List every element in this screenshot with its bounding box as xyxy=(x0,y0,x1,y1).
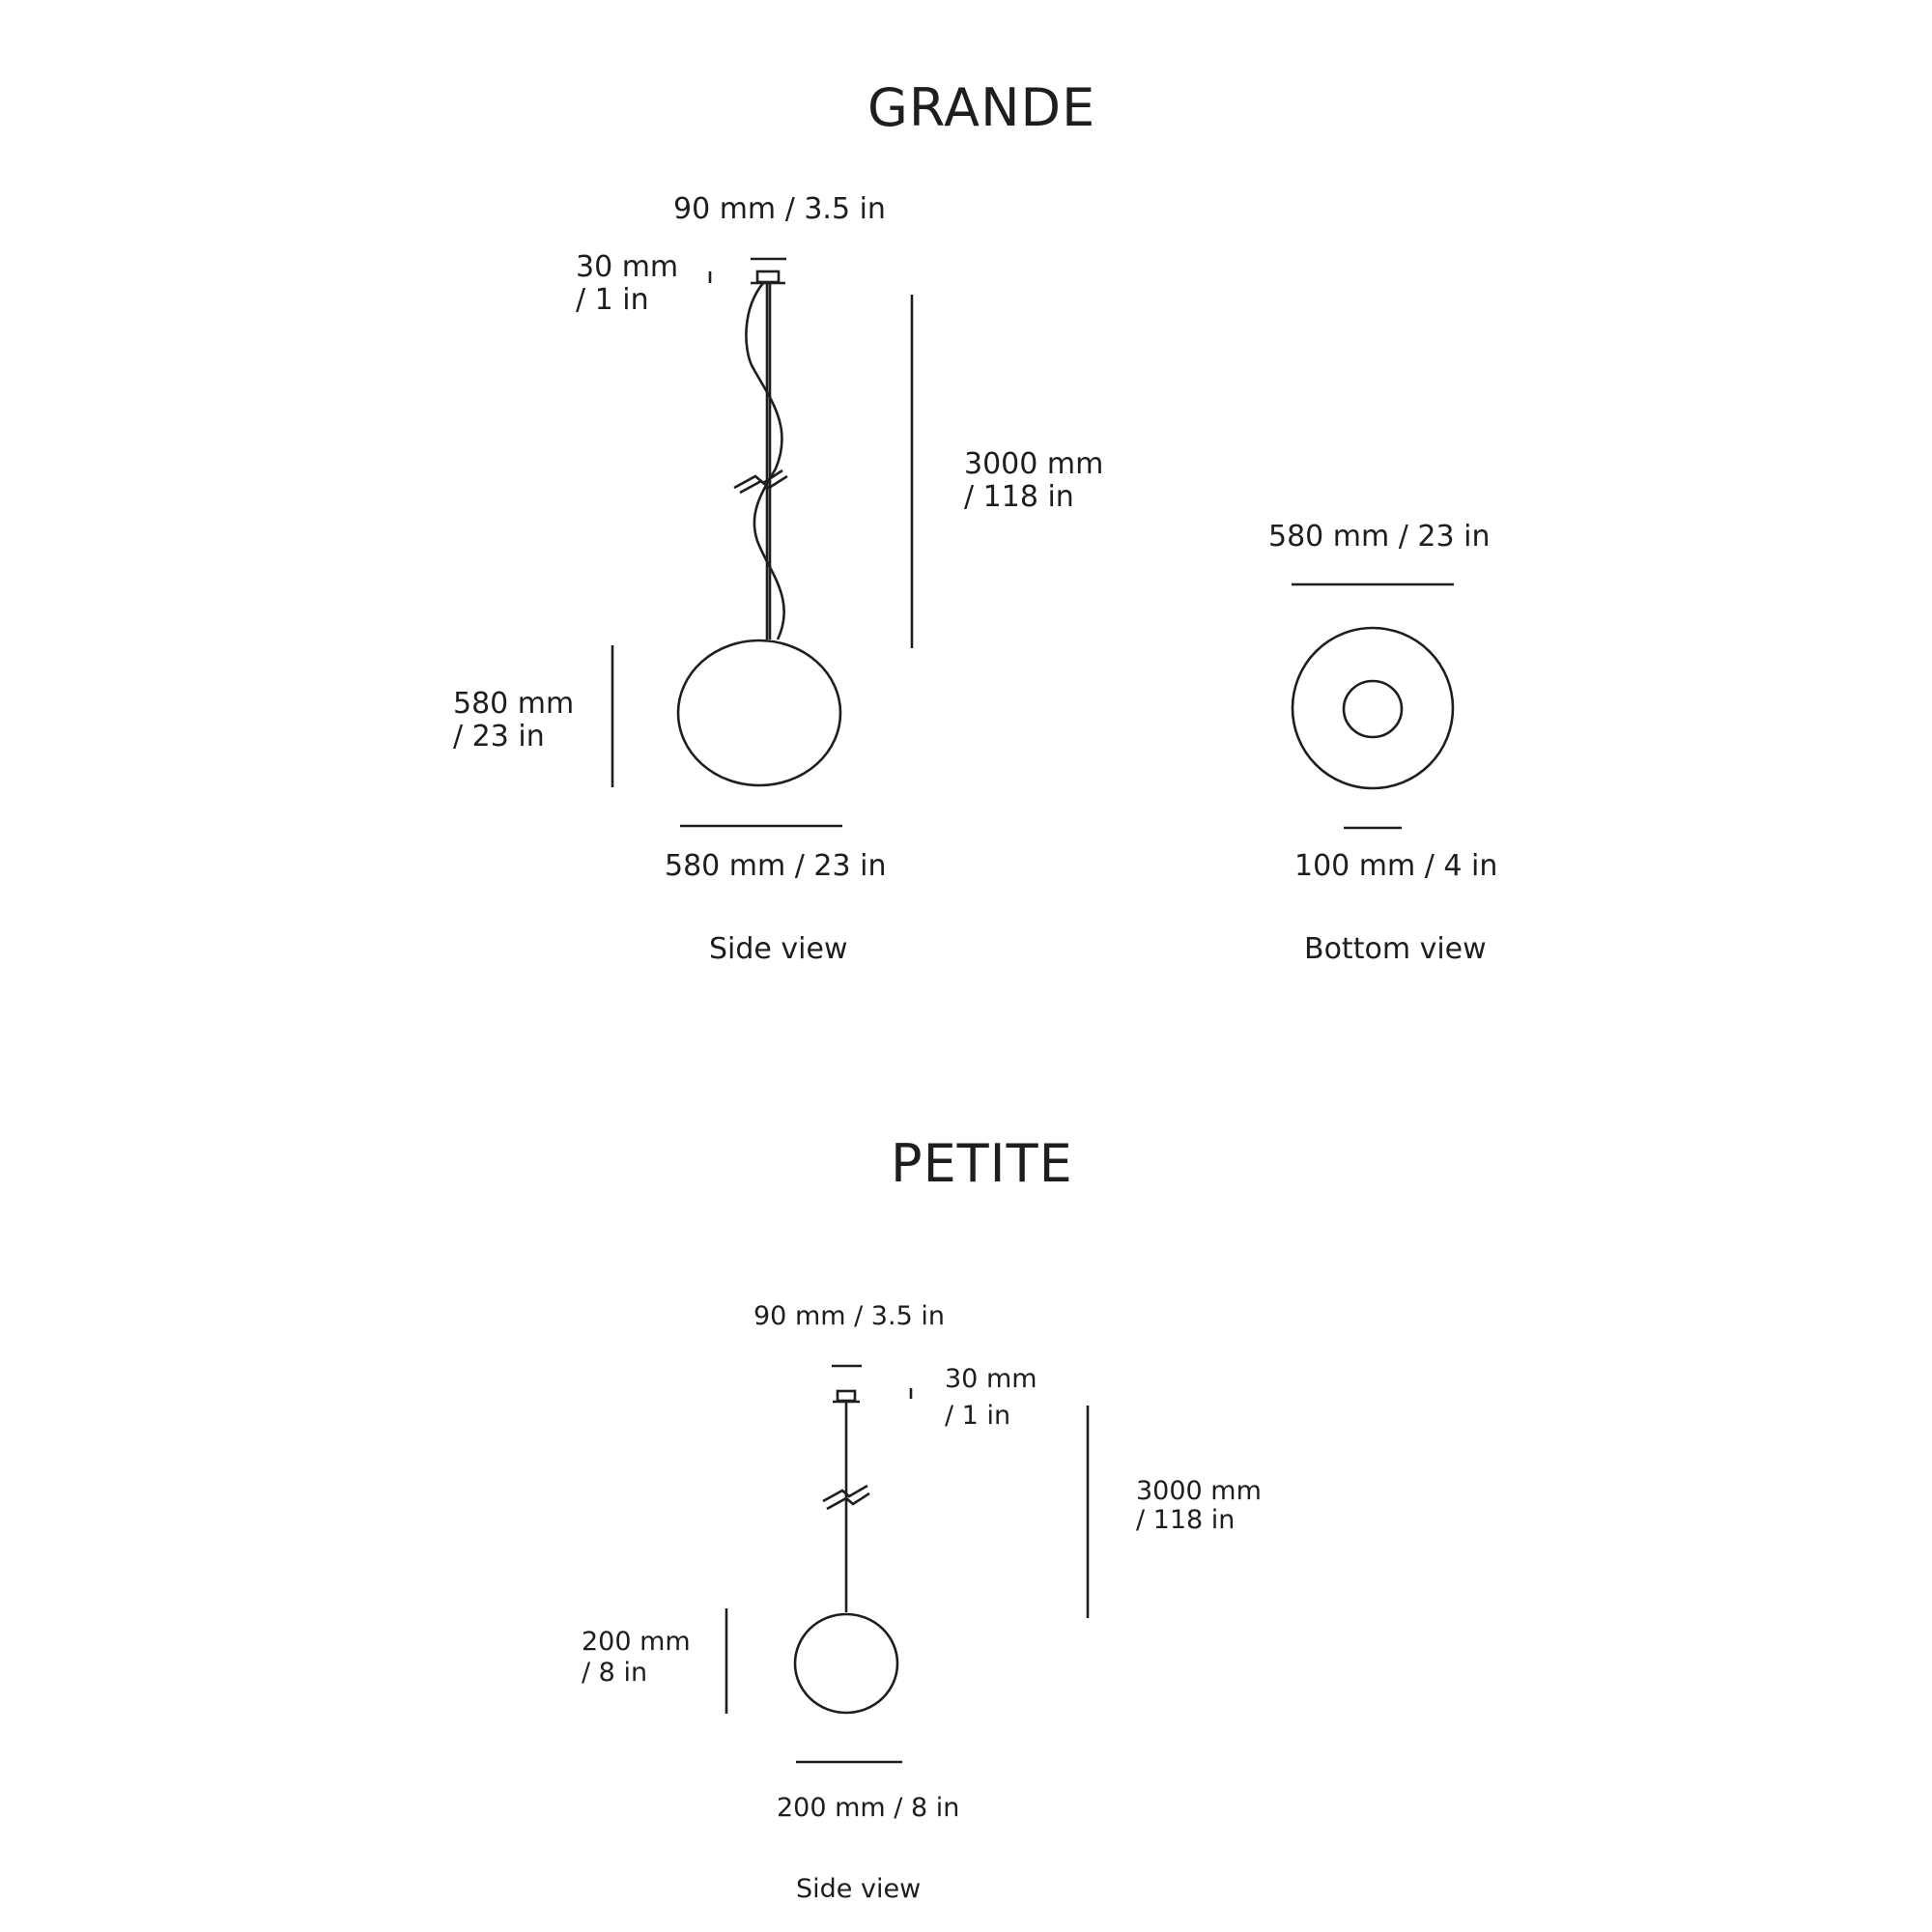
petite-cable-length-label-line2: / 118 in xyxy=(1136,1505,1236,1535)
petite-side-view-drawing xyxy=(726,1366,1088,1762)
petite-title: PETITE xyxy=(891,1133,1073,1194)
grande-bottom-opening-label: 100 mm / 4 in xyxy=(1294,849,1498,883)
petite-canopy xyxy=(838,1391,855,1401)
petite-globe xyxy=(795,1614,897,1713)
grande-cable-length-label-line2: / 118 in xyxy=(964,480,1074,514)
grande-globe-width-label: 580 mm / 23 in xyxy=(665,849,887,883)
grande-break-mark xyxy=(734,470,787,493)
grande-title: GRANDE xyxy=(867,77,1096,138)
grande-bottom-view-caption: Bottom view xyxy=(1304,932,1487,966)
petite-globe-height-label-line1: 200 mm xyxy=(582,1627,691,1657)
petite-globe-height-label-line2: / 8 in xyxy=(582,1658,648,1688)
grande-canopy-height-label-line1: 30 mm xyxy=(576,250,679,284)
petite-canopy-height-label-line1: 30 mm xyxy=(945,1364,1037,1394)
grande-bottom-opening xyxy=(1344,681,1402,737)
grande-side-view-drawing xyxy=(612,259,912,826)
grande-bottom-width-label: 580 mm / 23 in xyxy=(1268,520,1491,554)
grande-cable xyxy=(746,283,783,639)
grande-bottom-globe xyxy=(1293,628,1453,788)
grande-canopy-width-label: 90 mm / 3.5 in xyxy=(673,192,886,226)
grande-globe-height-label-line1: 580 mm xyxy=(453,687,575,721)
grande-side-view-caption: Side view xyxy=(709,932,848,966)
grande-globe xyxy=(678,640,840,785)
grande-bottom-view-drawing xyxy=(1292,584,1454,828)
petite-canopy-width-label: 90 mm / 3.5 in xyxy=(753,1301,945,1331)
petite-side-view-caption: Side view xyxy=(796,1874,922,1904)
petite-cable-length-label-line1: 3000 mm xyxy=(1136,1476,1262,1506)
petite-globe-width-label: 200 mm / 8 in xyxy=(777,1793,960,1823)
grande-canopy xyxy=(757,271,779,282)
grande-cable-length-label-line1: 3000 mm xyxy=(964,447,1104,481)
grande-globe-height-label-line2: / 23 in xyxy=(453,720,545,753)
petite-canopy-height-label-line2: / 1 in xyxy=(945,1401,1011,1431)
grande-canopy-height-label-line2: / 1 in xyxy=(576,283,649,317)
